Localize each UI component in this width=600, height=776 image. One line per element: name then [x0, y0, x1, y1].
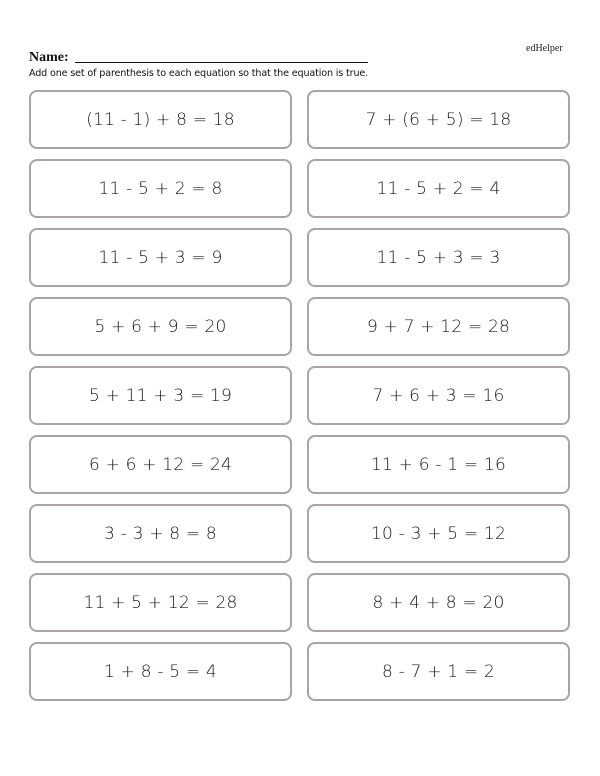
- equation-card[interactable]: [29, 642, 292, 701]
- equation-text: 7 + (6 + 5) = 18: [365, 109, 512, 130]
- equation-card[interactable]: [29, 159, 292, 218]
- equation-text: 9 + 7 + 12 = 28: [366, 316, 511, 337]
- equation-text: 3 - 3 + 8 = 8: [104, 523, 217, 544]
- equation-text: 5 + 11 + 3 = 19: [88, 385, 233, 406]
- equation-card[interactable]: [307, 642, 570, 701]
- equation-text: 11 + 5 + 12 = 28: [83, 592, 238, 613]
- name-row: [29, 48, 69, 66]
- name-input-line[interactable]: [75, 62, 368, 63]
- equation-card[interactable]: [29, 504, 292, 563]
- equation-text: 7 + 6 + 3 = 16: [372, 385, 505, 406]
- equation-card[interactable]: [307, 504, 570, 563]
- equation-grid: [29, 90, 570, 701]
- brand-label: edHelper: [526, 43, 563, 54]
- equation-card[interactable]: [29, 366, 292, 425]
- equation-card[interactable]: [29, 90, 292, 149]
- equation-card[interactable]: [29, 435, 292, 494]
- equation-card[interactable]: [307, 90, 570, 149]
- equation-card[interactable]: [307, 297, 570, 356]
- equation-card[interactable]: [307, 159, 570, 218]
- equation-text: 10 - 3 + 5 = 12: [371, 523, 506, 544]
- equation-card[interactable]: [29, 228, 292, 287]
- equation-text: 11 - 5 + 2 = 4: [376, 178, 501, 199]
- equation-card[interactable]: [307, 435, 570, 494]
- equation-text: (11 - 1) + 8 = 18: [86, 109, 235, 130]
- equation-card[interactable]: [307, 573, 570, 632]
- equation-text: 11 - 5 + 3 = 9: [98, 247, 223, 268]
- equation-text: 1 + 8 - 5 = 4: [104, 661, 217, 682]
- equation-text: 8 + 4 + 8 = 20: [372, 592, 505, 613]
- equation-text: 11 - 5 + 3 = 3: [376, 247, 501, 268]
- instructions: Add one set of parenthesis to each equation so that the equation is true.: [29, 68, 369, 79]
- equation-text: 5 + 6 + 9 = 20: [94, 316, 227, 337]
- equation-card[interactable]: [307, 228, 570, 287]
- equation-text: 6 + 6 + 12 = 24: [88, 454, 233, 475]
- equation-card[interactable]: [29, 573, 292, 632]
- name-label: Name:: [29, 50, 69, 65]
- equation-card[interactable]: [29, 297, 292, 356]
- equation-text: 11 + 6 - 1 = 16: [371, 454, 506, 475]
- equation-text: 8 - 7 + 1 = 2: [382, 661, 495, 682]
- equation-text: 11 - 5 + 2 = 8: [98, 178, 223, 199]
- equation-card[interactable]: [307, 366, 570, 425]
